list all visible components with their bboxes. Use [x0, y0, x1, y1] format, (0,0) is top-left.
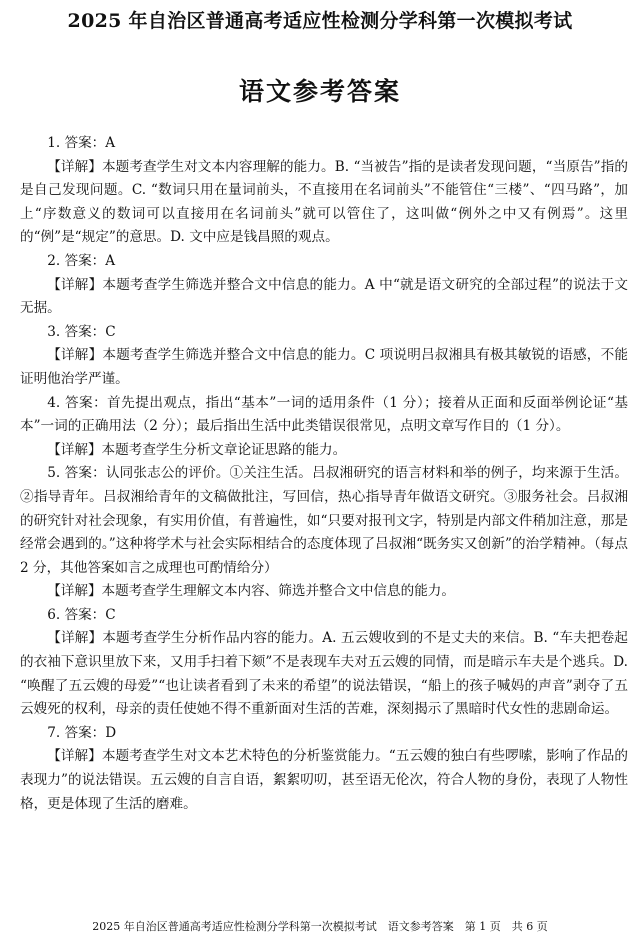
page-footer: 2025 年自治区普通高考适应性检测分学科第一次模拟考试 语文参考答案 第 1 页 共 6 页: [92, 920, 548, 933]
document-title: 语文参考答案: [238, 77, 401, 106]
detail-5: 【详解】本题考查学生理解文本内容、筛选并整合文中信息的能力。: [47, 583, 455, 600]
detail-2: 【详解】本题考查学生筛选并整合文中信息的能力。A 中“就是语文研究的全部过程”的说法于文无据。: [20, 276, 628, 317]
detail-7: 【详解】本题考查学生对文本艺术特色的分析鉴赏能力。“五云嫂的独白有些啰嗦，影响了作品的表现力”的说法错误。五云嫂的自言自语，絮絮叨叨，甚至语无伦次，符合人物的身份，表现了人物性格，更是体现了生活的磨难。: [20, 748, 628, 812]
detail-3: 【详解】本题考查学生筛选并整合文中信息的能力。C 项说明吕叔湘具有极其敏锐的语感，不能证明他治学严谨。: [20, 347, 628, 387]
answer-6: 6. 答案：C: [47, 606, 116, 623]
answer-5: 5. 答案：认同张志公的评价。①关注生活。吕叔湘研究的语言材料和举的例子，均来源于生活。②指导青年。吕叔湘给青年的文稿做批注，写回信，热心指导青年做语文研究。③服务社会。吕叔湘的研究针对社会现象，有实用价值，有普遍性，如“只要对报刊文字，特别是内部文件稍加注意，那是经常会遇到的。”这种将学术与社会实际相结合的态度体现了吕叔湘“既务实又创新”的治学精神。（每点 2 分，其他答案如言之成理也可酌情给分）: [20, 465, 628, 576]
answer-2: 2. 答案：A: [47, 252, 116, 269]
detail-4: 【详解】本题考查学生分析文章论证思路的能力。: [47, 441, 347, 458]
answer-3: 3. 答案：C: [47, 323, 116, 340]
answer-list: [20, 132, 628, 816]
detail-6: 【详解】本题考查学生分析作品内容的能力。A. 五云嫂收到的不是丈夫的来信。B. “车夫把卷起的衣袖下意识里放下来，又用手扫着下颏”不是表现车夫对五云嫂的同情，而是暗示车夫是个逃兵。D. “唤醒了五云嫂的母爱”“也让读者看到了未来的希望”的说法错误，“船上的孩子喊妈的声音”剥夺了五云嫂死的权利，母亲的责任使她不得不重新面对生活的苦难，深刻揭示了黑暗时代女性的悲剧命运。: [20, 630, 628, 718]
answer-4: 4. 答案：首先提出观点，指出“基本”一词的适用条件（1 分）；接着从正面和反面举例论证“基本”一词的正确用法（2 分）；最后指出生活中此类错误很常见，点明文章写作目的（1 分）。: [20, 394, 628, 435]
detail-1: 【详解】本题考查学生对文本内容理解的能力。B. “当被告”指的是读者发现问题，“当原告”指的是自己发现问题。C. “数词只用在量词前头，不直接用在名词前头”不能管住“三楼”、“四马路”，加上“序数意义的数词可以直接用在名词前头”就可以管住了，这叫做“例外之中又有例焉”。这里的“例”是“规定”的意思。D. 文中应是钱昌照的观点。: [20, 158, 628, 246]
answer-7: 7. 答案：D: [47, 724, 117, 741]
answer-1: 1. 答案：A: [47, 135, 116, 151]
exam-title: 2025 年自治区普通高考适应性检测分学科第一次模拟考试: [67, 10, 573, 32]
